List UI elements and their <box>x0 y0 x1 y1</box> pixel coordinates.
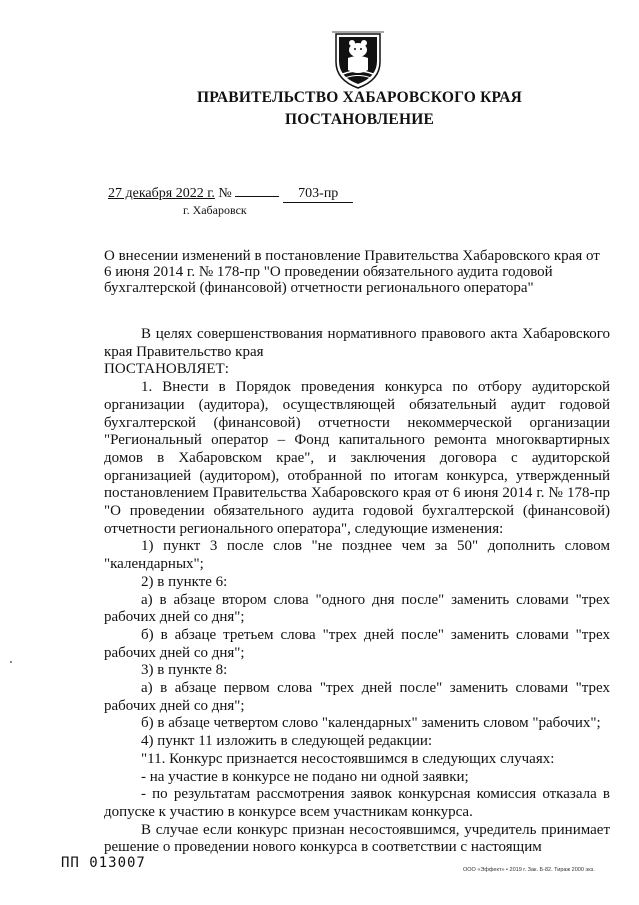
paragraph: а) в абзаце первом слова "трех дней после" заменить словами "трех рабочих дней со дня"; <box>104 680 610 714</box>
government-title: ПРАВИТЕЛЬСТВО ХАБАРОВСКОГО КРАЯ <box>196 89 523 106</box>
paragraph: - по результатам рассмотрения заявок конкурсная комиссия отказала в допуске к участию в конкурсе всем участникам конкурса. <box>104 786 610 820</box>
date-line <box>108 186 353 203</box>
coat-of-arms-icon <box>331 28 385 90</box>
paragraph: 2) в пункте 6: <box>141 573 228 590</box>
decree-date: 27 декабря 2022 г. <box>108 186 215 201</box>
number-sign: № <box>218 186 232 201</box>
print-info: ООО «Эффект» • 2019 г. Зак. Б-82. Тираж 2000 экз. <box>463 867 595 873</box>
preamble: В целях совершенствования нормативного правового акта Хабаровского края Правительство края <box>104 326 610 360</box>
paragraph: 3) в пункте 8: <box>141 662 228 679</box>
decree-number: 703-пр <box>283 186 353 203</box>
decree-body <box>104 326 610 857</box>
document-type: ПОСТАНОВЛЕНИЕ <box>284 111 435 128</box>
decree-subject: О внесении изменений в постановление Правительства Хабаровского края от 6 июня 2014 г. № 178-пр "О проведении обязательного аудита годовой бухгалтерской (финансовой) отчетности регионального оператора" <box>104 248 600 296</box>
city: г. Хабаровск <box>183 203 247 217</box>
paragraph: б) в абзаце третьем слова "трех дней после" заменить словами "трех рабочих дней со дня"; <box>104 626 610 661</box>
paragraph: 4) пункт 11 изложить в следующей редакции: <box>141 733 433 750</box>
scan-artifact <box>10 661 12 663</box>
paragraph: В случае если конкурс признан несостоявшимся, учредитель принимает решение о проведении нового конкурса в соответствии с настоящим <box>104 821 610 856</box>
paragraph: 1) пункт 3 после слов "не позднее чем за 50" дополнить словом "календарных"; <box>104 538 610 573</box>
paragraph: б) в абзаце четвертом слово "календарных" заменить словом "рабочих"; <box>141 715 601 732</box>
paragraph: 1. Внести в Порядок проведения конкурса по отбору аудиторской организации (аудитора), осуществляющей обязательный аудит годовой бухгалтерской (финансовой) отчетности некоммерческой организации "Региональный оператор – Фонд капитального ремонта многоквартирных домов в Хабаровском крае", и заключения договора с аудиторской организацией (аудитором), отобранной по итогам конкурса, утвержденный постановлением Правительства Хабаровского края от 6 июня 2014 г. № 178-пр "О проведении обязательного аудита годовой бухгалтерской (финансовой) отчетности регионального оператора", следующие изменения: <box>104 379 610 537</box>
form-code: ПП 013007 <box>61 855 146 871</box>
resolves: ПОСТАНОВЛЯЕТ: <box>104 361 229 378</box>
paragraph: а) в абзаце втором слова "одного дня после" заменить словами "трех рабочих дней со дня"; <box>104 591 610 626</box>
paragraph: "11. Конкурс признается несостоявшимся в следующих случаях: <box>141 750 555 767</box>
number-underline <box>235 186 279 197</box>
paragraph: - на участие в конкурсе не подано ни одной заявки; <box>141 768 469 785</box>
